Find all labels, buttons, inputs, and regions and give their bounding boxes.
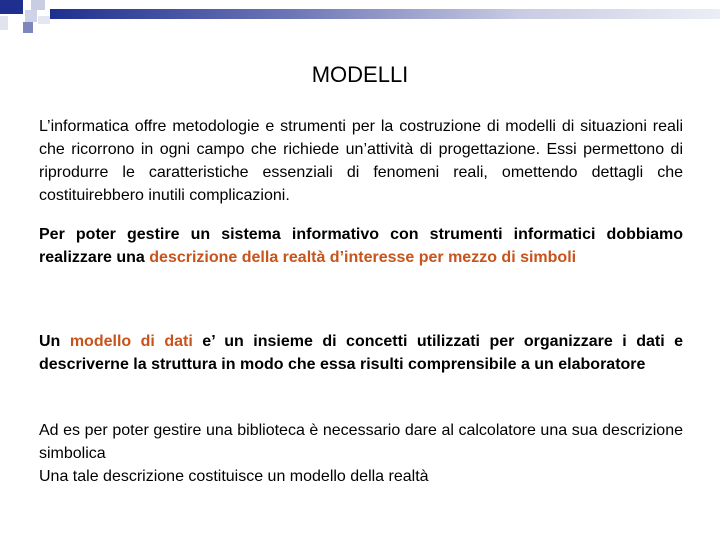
paragraph-example xyxy=(39,419,683,488)
highlight-text: descrizione della realtà d’interesse per mezzo di simboli xyxy=(149,249,577,266)
paragraph-data-model xyxy=(39,330,683,376)
decor-square xyxy=(31,0,45,10)
paragraph-line: Ad es per poter gestire una biblioteca è necessario dare al calcolatore una sua descrizione simbolica xyxy=(39,422,683,462)
paragraph-intro: L’informatica offre metodologie e strumenti per la costruzione di modelli di situazioni reali che ricorrono in ogni campo che richiede un’attività di progettazione. Essi permettono di riprodurre le caratteristiche essenziali di fenomeni reali, omettendo dettagli che costituirebbero inutili complicazioni. xyxy=(39,118,683,204)
decor-square xyxy=(0,16,8,30)
decor-square xyxy=(25,10,37,22)
header-gradient-bar xyxy=(50,9,720,19)
decor-square xyxy=(23,22,33,33)
slide-title: MODELLI xyxy=(311,62,409,87)
decor-square xyxy=(0,0,23,14)
paragraph-text: Per poter gestire un sistema informativo con strumenti informatici dobbiamo realizzare una xyxy=(39,226,683,266)
highlight-text: modello di dati xyxy=(69,333,193,350)
paragraph-line: Una tale descrizione costituisce un modello della realtà xyxy=(39,468,429,485)
decor-square xyxy=(38,16,50,24)
paragraph-text: Un xyxy=(39,333,70,350)
paragraph-text: e’ un insieme di concetti utilizzati per organizzare i dati e descriverne la struttura in modo che essa risulti comprensibile a un elaboratore xyxy=(39,333,684,373)
paragraph-information-system xyxy=(39,223,683,269)
